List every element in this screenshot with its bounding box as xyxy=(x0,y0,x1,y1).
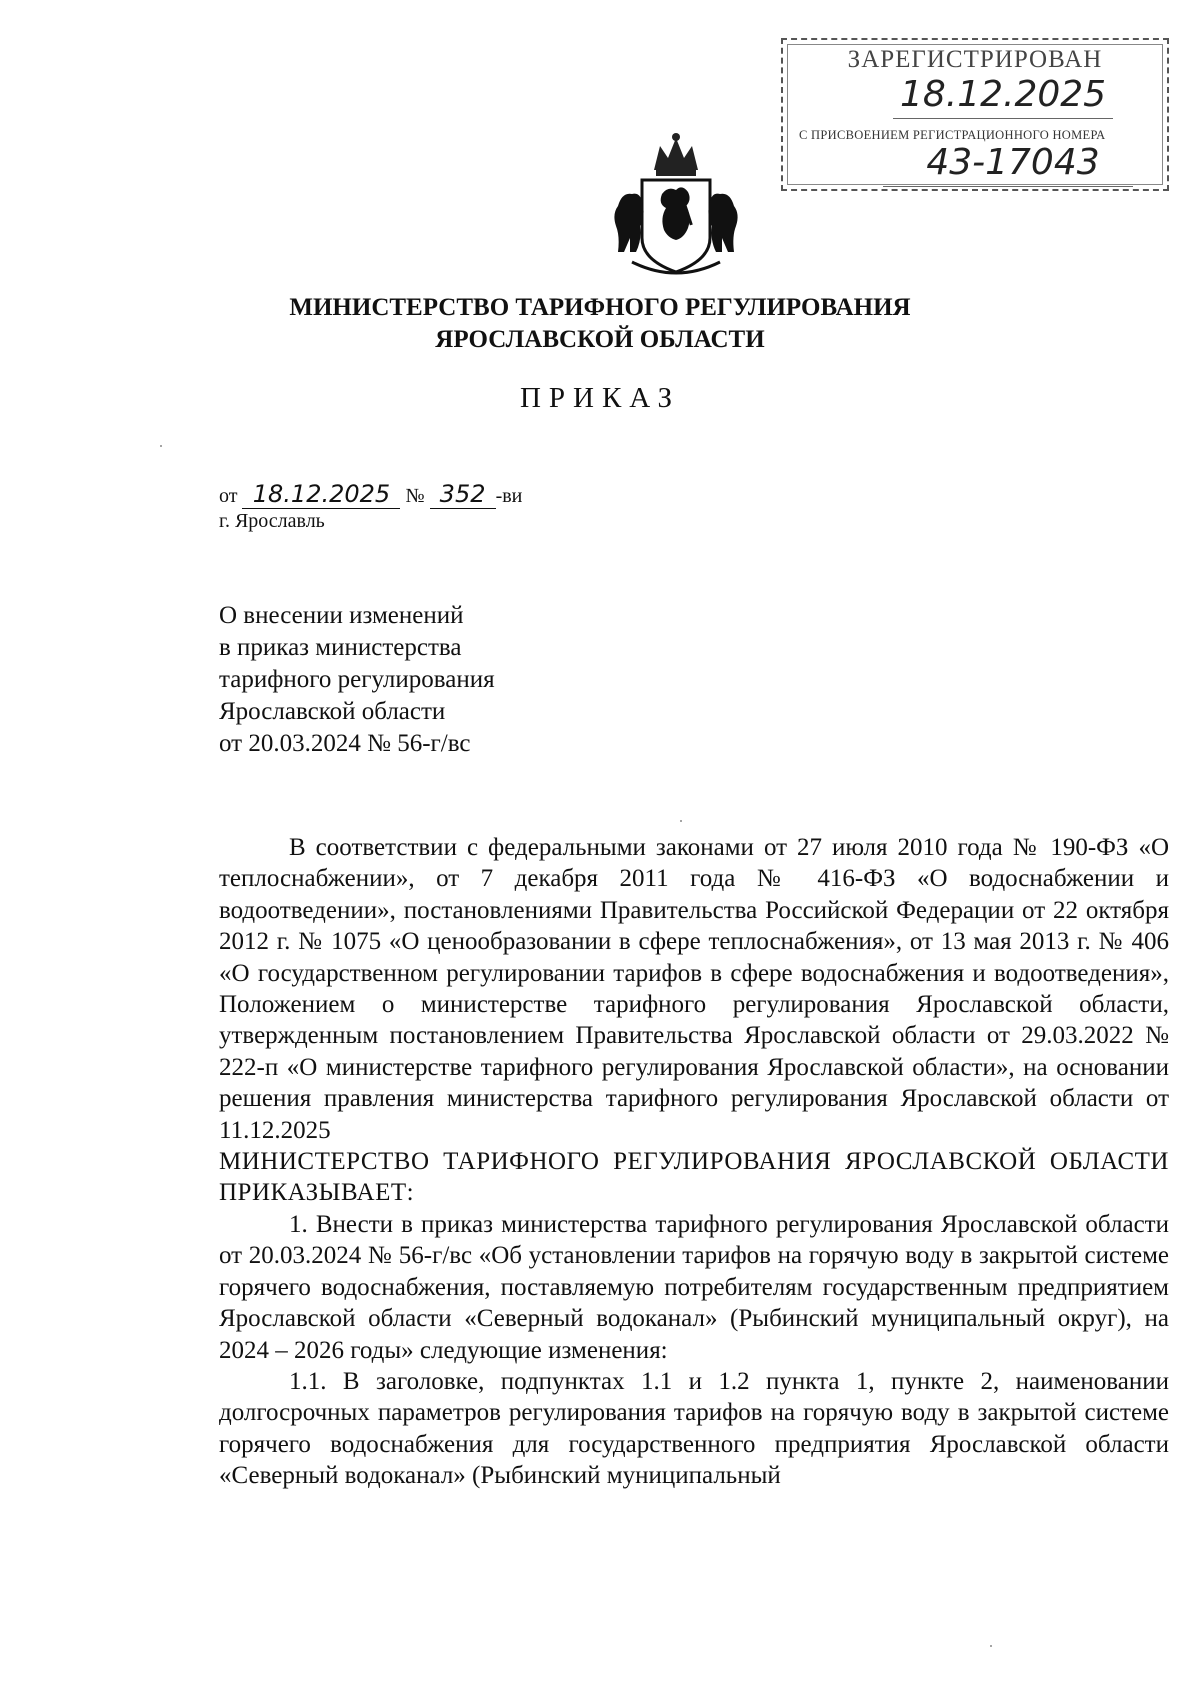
order-subject xyxy=(219,600,495,760)
handwritten-number: 352 xyxy=(430,480,496,509)
handwritten-date: 18.12.2025 xyxy=(242,480,400,509)
subject-line: от 20.03.2024 № 56-г/вс xyxy=(219,730,471,757)
city: г. Ярославль xyxy=(219,510,325,532)
stamp-date: 18.12.2025 xyxy=(899,74,1107,115)
stamp-subtitle: С ПРИСВОЕНИЕМ РЕГИСТРАЦИОННОГО НОМЕРА xyxy=(799,128,1106,142)
preamble-paragraph: В соответствии с федеральными законами от 27 июля 2010 года № 190-ФЗ «О теплоснабжении», от 7 декабря 2011 года № 416-ФЗ «О водоснабжении и водоотведении», постановлениями Правительства Российской Федерации от 22 октября 2012 г. № 1075 «О ценообразовании в сфере теплоснабжения», от 13 мая 2013 г. № 406 «О государственном регулировании тарифов в сфере водоснабжения и водоотведения», Положением о министерстве тарифного регулирования Ярославской области, утвержденным постановлением Правительства Ярославской области от 29.03.2022 № 222-п «О министерстве тарифного регулирования Ярославской области», на основании решения правления министерства тарифного регулирования Ярославской области от 11.12.2025 xyxy=(219,834,1169,1144)
stamp-date-underline xyxy=(893,118,1113,119)
item-1-paragraph: 1. Внести в приказ министерства тарифного регулирования Ярославской области от 20.03.2024 № 56-г/вс «Об установлении тарифов на горячую воду в закрытой системе горячего водоснабжения, поставляемую потребителям государственным предприятием Ярославской области «Северный водоканал» (Рыбинский муниципальный округ), на 2024 – 2026 годы» следующие изменения: xyxy=(219,1210,1169,1364)
stamp-number: 43-17043 xyxy=(926,142,1100,183)
stamp-number-underline xyxy=(883,186,1133,187)
item-1-1-paragraph: 1.1. В заголовке, подпунктах 1.1 и 1.2 пункта 1, пункте 2, наименовании долгосрочных параметров регулирования тарифов на горячую воду в закрытой системе горячего водоснабжения для государственного предприятия Ярославской области «Северный водоканал» (Рыбинский муниципальный xyxy=(219,1367,1169,1490)
from-label: от xyxy=(219,485,238,507)
coat-of-arms-icon xyxy=(612,128,740,278)
orders-paragraph: МИНИСТЕРСТВО ТАРИФНОГО РЕГУЛИРОВАНИЯ ЯРОСЛАВСКОЙ ОБЛАСТИ ПРИКАЗЫВАЕТ: xyxy=(219,1148,1169,1207)
scan-speck xyxy=(160,445,162,447)
scan-speck xyxy=(990,1645,992,1647)
scan-speck xyxy=(680,820,682,822)
subject-line: в приказ министерства xyxy=(219,634,462,661)
number-label: № xyxy=(405,485,425,507)
document-type-title: ПРИКАЗ xyxy=(519,382,681,414)
ministry-name-line1: МИНИСТЕРСТВО ТАРИФНОГО РЕГУЛИРОВАНИЯ xyxy=(289,294,911,321)
registration-stamp xyxy=(781,38,1169,191)
stamp-title: ЗАРЕГИСТРИРОВАН xyxy=(847,46,1103,73)
order-body xyxy=(219,832,1169,1492)
subject-line: тарифного регулирования xyxy=(219,666,495,693)
subject-line: Ярославской области xyxy=(219,698,446,725)
order-date-number-line xyxy=(219,480,522,509)
ministry-name-line2: ЯРОСЛАВСКОЙ ОБЛАСТИ xyxy=(435,326,765,353)
subject-line: О внесении изменений xyxy=(219,602,464,629)
number-suffix: -ви xyxy=(495,485,523,507)
